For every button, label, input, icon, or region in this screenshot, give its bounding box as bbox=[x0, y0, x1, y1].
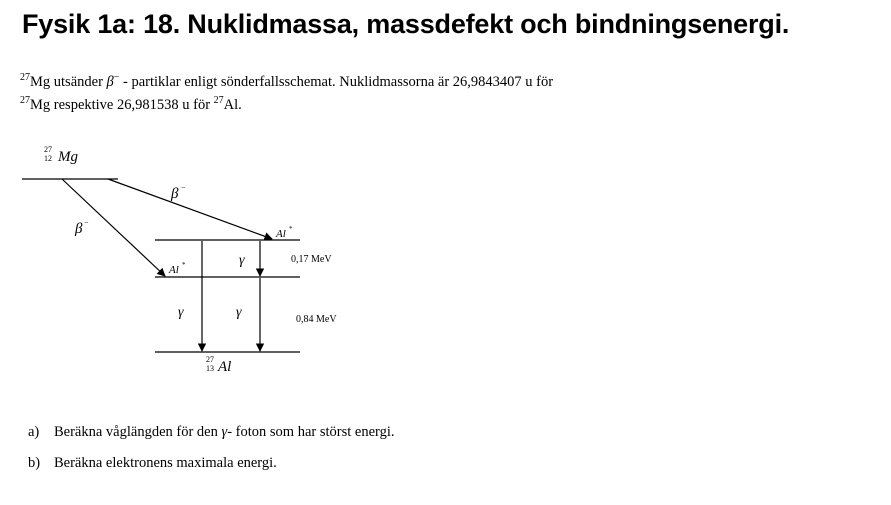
parent-symbol: Mg bbox=[58, 149, 78, 165]
question-a bbox=[28, 424, 394, 441]
gamma-label-right: γ bbox=[236, 305, 242, 320]
excited-al-label-lower bbox=[168, 261, 186, 276]
mg-symbol: Mg bbox=[30, 97, 51, 113]
daughter-symbol: Al bbox=[218, 359, 232, 375]
parent-atomic-number: 12 bbox=[44, 154, 52, 163]
beta-arrow-to-upper-level bbox=[108, 179, 272, 239]
question-text: Beräkna elektronens maximala energi. bbox=[54, 455, 277, 471]
al-mass-number: 27 bbox=[213, 95, 224, 106]
intro-line-1 bbox=[20, 72, 553, 91]
question-label: a) bbox=[28, 424, 40, 440]
daughter-atomic-number: 13 bbox=[206, 364, 214, 373]
svg-text:−: − bbox=[181, 183, 186, 192]
svg-text:Al: Al bbox=[276, 228, 286, 240]
svg-text:Al: Al bbox=[169, 264, 179, 276]
energy-label-upper: 0,17 MeV bbox=[291, 254, 332, 265]
intro-text: respektive 26,981538 u för bbox=[50, 97, 214, 113]
intro-text: utsänder bbox=[50, 74, 107, 90]
gamma-symbol: γ bbox=[221, 424, 228, 440]
parent-mass-number: 27 bbox=[44, 145, 52, 154]
daughter-mass-number: 27 bbox=[206, 355, 214, 364]
mg-mass-number: 27 bbox=[20, 72, 30, 83]
svg-text:−: − bbox=[84, 218, 89, 227]
excited-al-label-upper bbox=[275, 225, 293, 240]
question-label: b) bbox=[28, 455, 41, 471]
mg-mass-number: 27 bbox=[20, 95, 30, 106]
gamma-label-left: γ bbox=[178, 305, 184, 320]
page-title: Fysik 1a: 18. Nuklidmassa, massdefekt och bindningsenergi. bbox=[22, 9, 790, 39]
beta-label-top bbox=[170, 183, 186, 202]
beta-symbol: β bbox=[106, 74, 114, 90]
beta-charge: − bbox=[113, 72, 120, 83]
svg-text:β: β bbox=[75, 221, 83, 237]
question-text: Beräkna våglängden för den bbox=[54, 424, 222, 440]
intro-text: - partiklar enligt sönderfallsschemat. Nuklidmassorna är 26,9843407 u för bbox=[119, 74, 554, 90]
question-b bbox=[28, 455, 277, 472]
al-symbol: Al. bbox=[223, 97, 242, 113]
svg-text:*: * bbox=[182, 261, 186, 269]
gamma-label-upper: γ bbox=[239, 253, 245, 268]
energy-label-lower: 0,84 MeV bbox=[296, 314, 337, 325]
beta-label-left bbox=[74, 218, 89, 237]
mg-symbol: Mg bbox=[30, 74, 51, 90]
svg-text:*: * bbox=[289, 225, 293, 233]
question-text: - foton som har störst energi. bbox=[227, 424, 395, 440]
decay-scheme-diagram bbox=[0, 140, 420, 395]
intro-line-2 bbox=[20, 95, 242, 114]
svg-text:β: β bbox=[171, 186, 179, 202]
daughter-nuclide-label bbox=[206, 355, 231, 375]
parent-nuclide-label bbox=[44, 145, 78, 165]
